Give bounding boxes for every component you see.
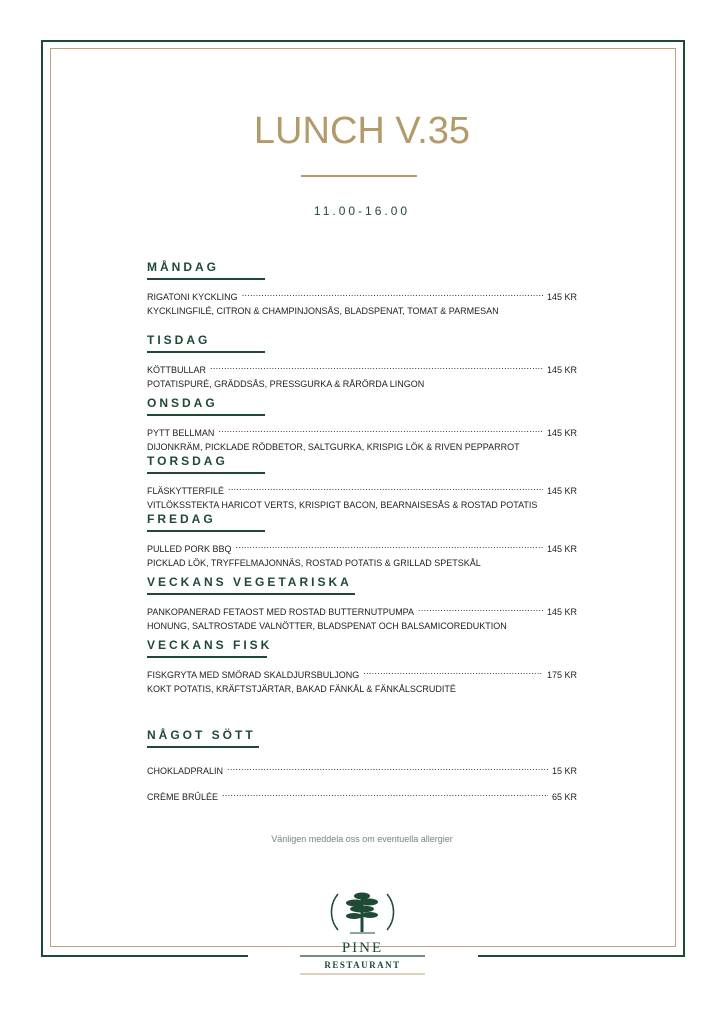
dish-price: 65 KR xyxy=(551,792,577,802)
section-heading: NÅGOT SÖTT xyxy=(147,728,256,742)
section-mandag xyxy=(147,260,577,318)
section-heading: MÅNDAG xyxy=(147,260,219,274)
section-fredag xyxy=(147,512,577,570)
section-rule xyxy=(147,351,265,353)
section-rule xyxy=(147,278,265,280)
dish-name: PANKOPANERAD FETAOST MED ROSTAD BUTTERNUTPUMPA xyxy=(147,607,415,617)
section-rule xyxy=(147,530,265,532)
dish-description: VITLÖKSSTEKTA HARICOT VERTS, KRISPIGT BACON, BEARNAISESÅS & ROSTAD POTATIS xyxy=(147,500,538,510)
dish-price: 145 KR xyxy=(546,292,577,302)
logo-name: PINE xyxy=(341,940,384,956)
section-heading: VECKANS FISK xyxy=(147,638,273,652)
dish-row xyxy=(147,361,577,377)
section-heading: VECKANS VEGETARISKA xyxy=(147,575,352,589)
section-rule xyxy=(147,414,265,416)
dish-row xyxy=(147,540,577,556)
dish-description: KOKT POTATIS, KRÄFTSTJÄRTAR, BAKAD FÄNKÅL & FÄNKÅLSCRUDITÉ xyxy=(147,684,456,694)
section-veckans-fisk xyxy=(147,638,577,696)
dish-name: CHOKLADPRALIN xyxy=(147,766,224,776)
dish-name: RIGATONI KYCKLING xyxy=(147,292,238,302)
section-rule xyxy=(147,656,267,658)
dessert-row xyxy=(147,762,577,778)
dish-price: 145 KR xyxy=(546,486,577,496)
dish-description: DIJONKRÄM, PICKLADE RÖDBETOR, SALTGURKA, KRISPIG LÖK & RIVEN PEPPARROT xyxy=(147,442,520,452)
section-heading: ONSDAG xyxy=(147,396,218,410)
section-heading: TISDAG xyxy=(147,333,211,347)
dish-price: 145 KR xyxy=(546,544,577,554)
dish-price: 145 KR xyxy=(546,365,577,375)
section-onsdag xyxy=(147,396,577,454)
section-veckans-vegetariska xyxy=(147,575,577,633)
section-tisdag xyxy=(147,333,577,391)
dish-price: 15 KR xyxy=(551,766,577,776)
dish-name: PYTT BELLMAN xyxy=(147,428,215,438)
section-rule xyxy=(147,593,355,595)
logo-subtitle: RESTAURANT xyxy=(324,960,401,970)
section-torsdag xyxy=(147,454,577,512)
section-rule xyxy=(147,746,259,748)
dish-price: 145 KR xyxy=(546,428,577,438)
dish-row xyxy=(147,424,577,440)
title-divider xyxy=(301,175,417,177)
dish-name: FISKGRYTA MED SMÖRAD SKALDJURSBULJONG xyxy=(147,670,360,680)
dish-description: POTATISPURÉ, GRÄDDSÅS, PRESSGURKA & RÅRÖRDA LINGON xyxy=(147,379,425,389)
section-heading: TORSDAG xyxy=(147,454,228,468)
dish-price: 145 KR xyxy=(546,607,577,617)
dish-price: 175 KR xyxy=(546,670,577,680)
dish-name: KÖTTBULLAR xyxy=(147,365,207,375)
dish-name: CRÈME BRÛLÉE xyxy=(147,792,219,802)
dish-name: PULLED PORK BBQ xyxy=(147,544,232,554)
opening-hours: 11.00-16.00 xyxy=(313,204,411,218)
dish-row xyxy=(147,288,577,304)
section-dessert xyxy=(147,728,577,814)
restaurant-logo xyxy=(300,886,425,976)
menu-title: LUNCH V.35 xyxy=(253,110,471,152)
allergy-note: Vänligen meddela oss om eventuella allergier xyxy=(271,834,453,844)
dish-row xyxy=(147,666,577,682)
dish-description: PICKLAD LÖK, TRYFFELMAJONNÄS, ROSTAD POTATIS & GRILLAD SPETSKÅL xyxy=(147,558,481,568)
dish-description: HONUNG, SALTROSTADE VALNÖTTER, BLADSPENAT OCH BALSAMICOREDUKTION xyxy=(147,621,507,631)
dish-description: KYCKLINGFILÉ, CITRON & CHAMPINJONSÅS, BLADSPENAT, TOMAT & PARMESAN xyxy=(147,306,499,316)
section-heading: FREDAG xyxy=(147,512,216,526)
dish-row xyxy=(147,603,577,619)
dish-row xyxy=(147,482,577,498)
pine-tree-icon xyxy=(346,893,378,933)
section-rule xyxy=(147,472,265,474)
dessert-row xyxy=(147,788,577,804)
dish-name: FLÄSKYTTERFILÉ xyxy=(147,486,225,496)
